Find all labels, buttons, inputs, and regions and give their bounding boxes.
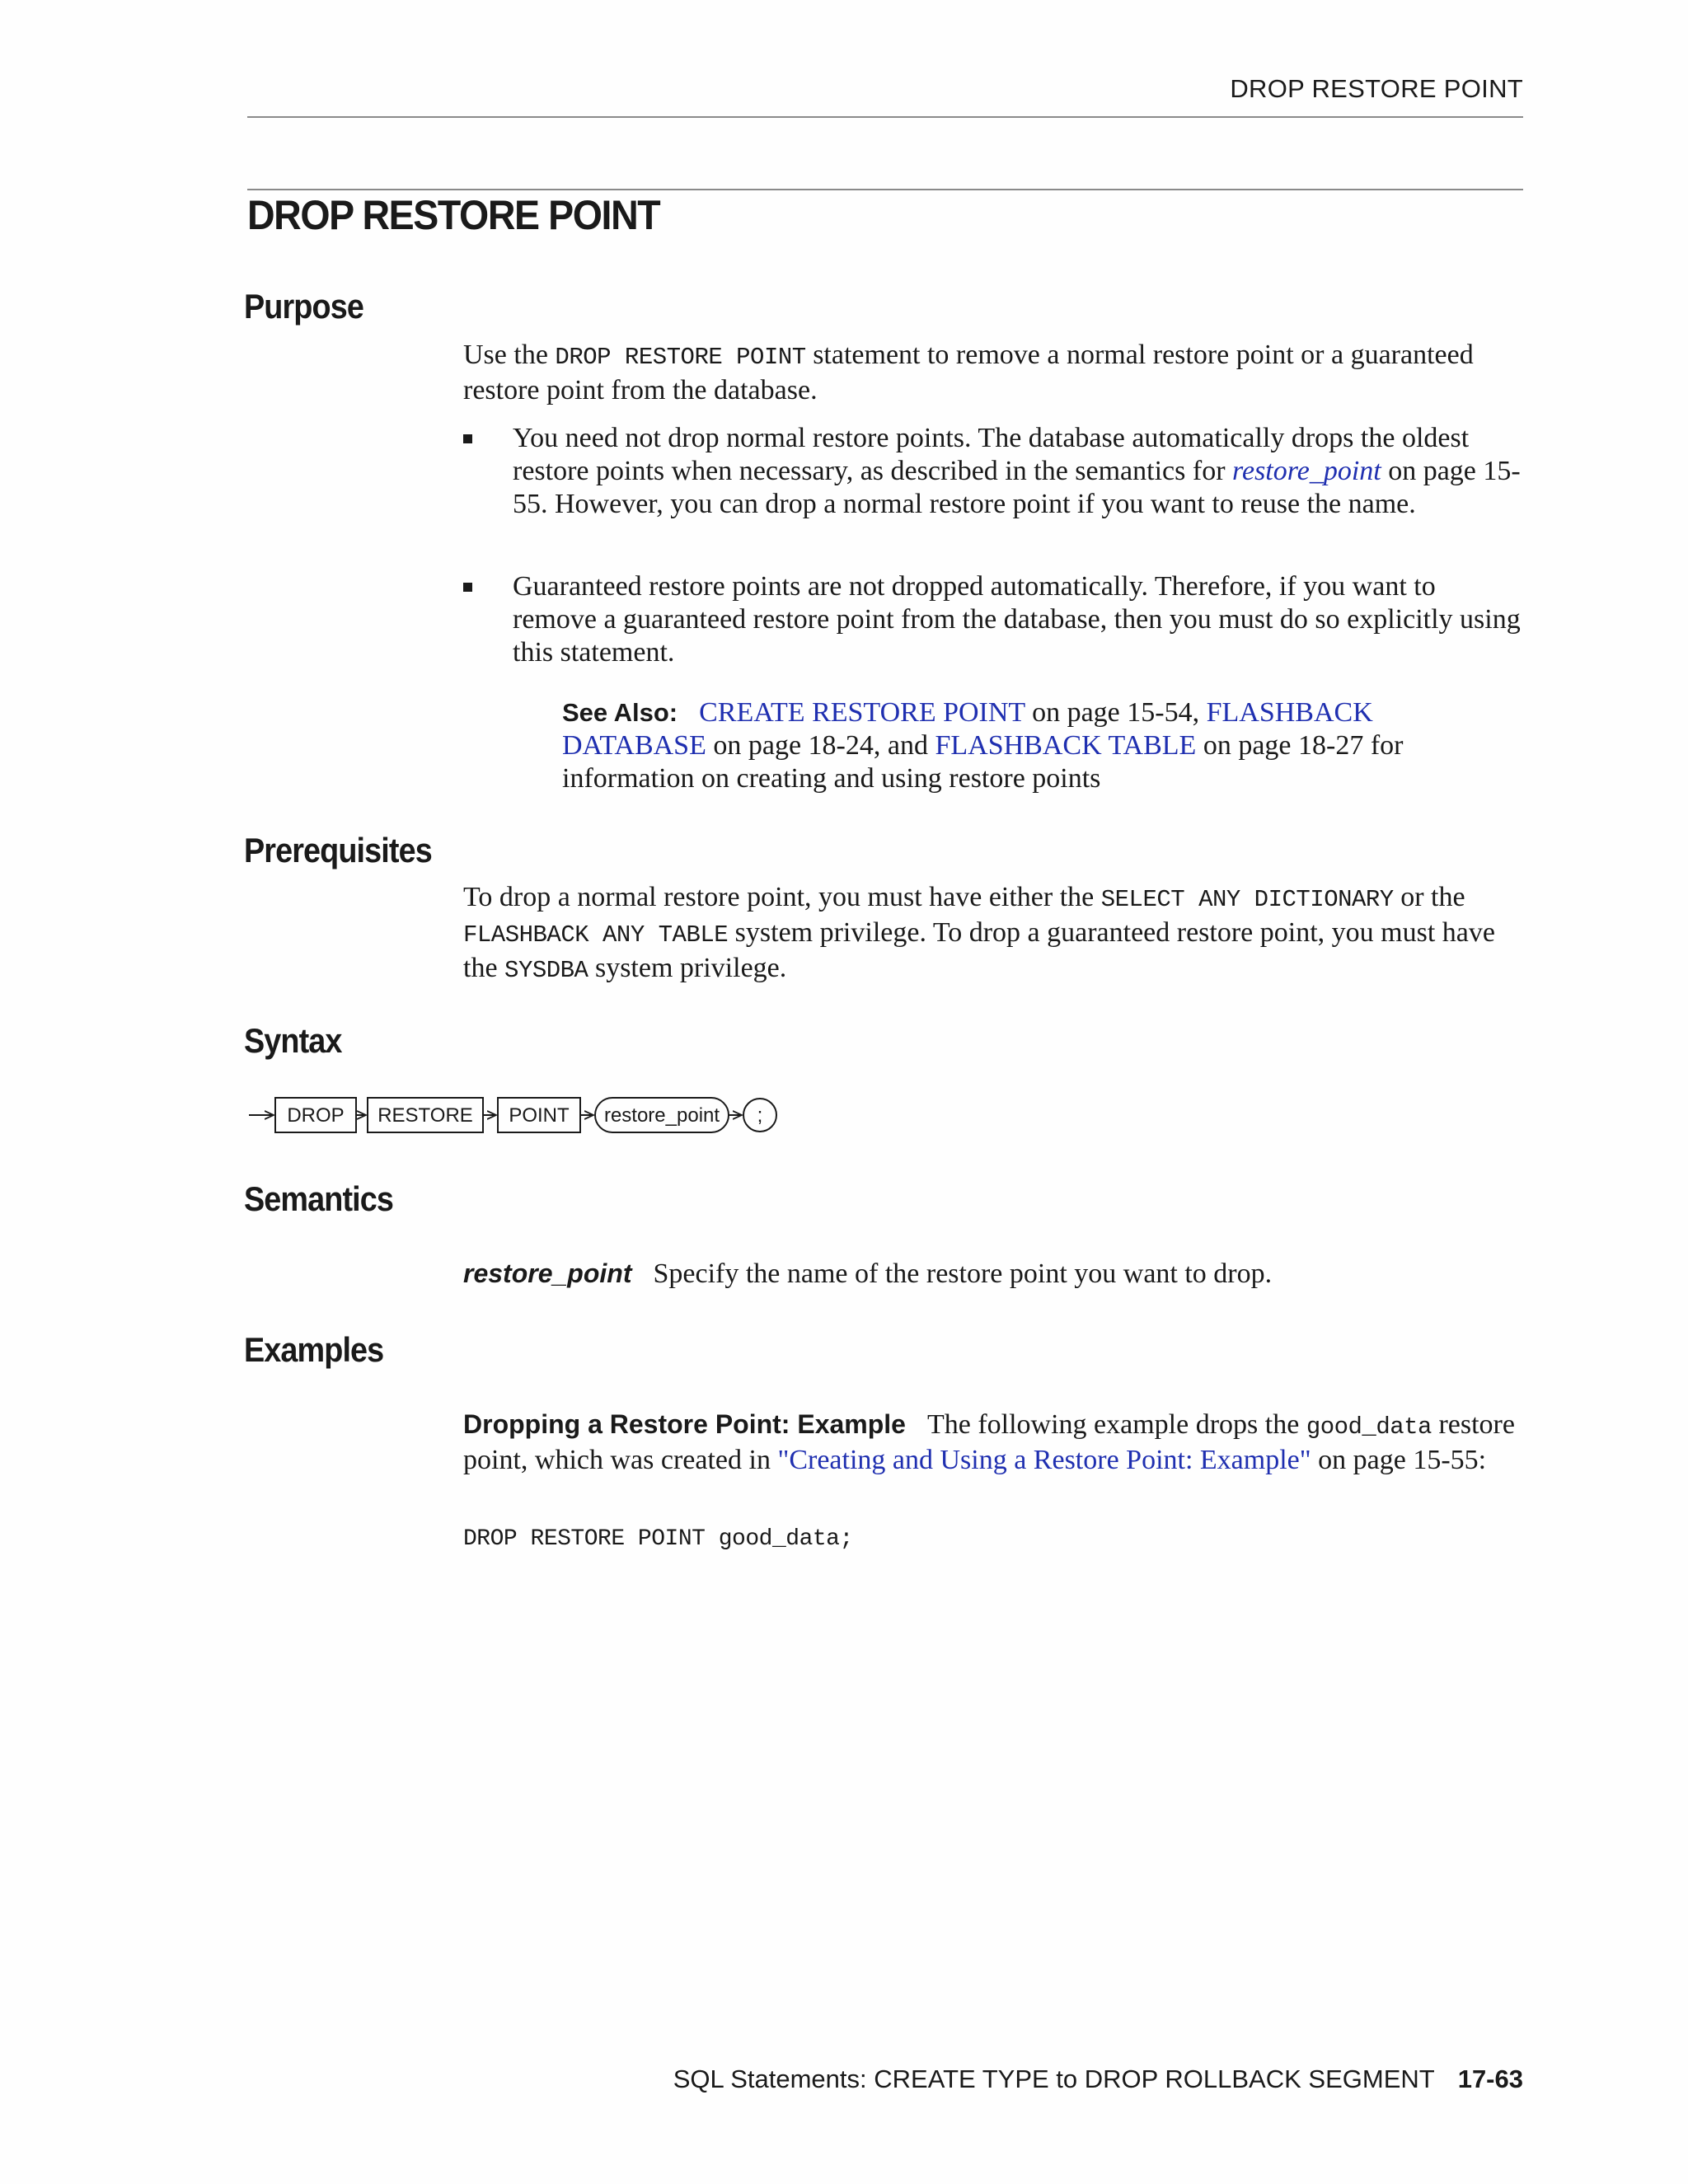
prereq-code: SELECT ANY DICTIONARY [1100,886,1394,913]
prereq-text: or the [1393,882,1465,912]
prerequisites-text [463,881,1526,987]
semantics-entry [463,1257,1526,1291]
prereq-text: system privilege. [588,953,787,983]
prerequisites-heading: Prerequisites [244,831,432,869]
bullet-text [513,422,1526,521]
bullet-square-icon [463,434,472,443]
example-text: on page 15-55: [1311,1445,1487,1475]
examples-heading: Examples [244,1330,384,1369]
restore-keyword: RESTORE [377,1104,473,1127]
title-divider [247,189,1523,190]
example-inline-code: good_data [1306,1413,1432,1441]
see-also-label: See Also: [562,698,678,727]
syntax-diagram [244,1086,788,1156]
flashback-database-link[interactable]: FLASHBACK DATABASE [562,697,1373,761]
bullet1-text-2: on page 15-55. However, you can drop a normal restore point if you want to reuse the name. [513,456,1521,519]
prereq-code: SYSDBA [504,957,588,984]
restore-point-link[interactable]: restore_point [1232,456,1381,486]
semantics-description: Specify the name of the restore point you want to drop. [653,1258,1273,1289]
creating-restore-point-example-link[interactable]: "Creating and Using a Restore Point: Example" [777,1445,1311,1475]
prereq-code: FLASHBACK ANY TABLE [463,921,729,949]
semantics-heading: Semantics [244,1179,393,1218]
header-divider [247,116,1523,118]
terminator-symbol: ; [757,1104,763,1127]
example-text: restore point, which was created in [463,1409,1515,1475]
example-text: The following example drops the [926,1409,1306,1440]
page-title: DROP RESTORE POINT [247,192,660,238]
purpose-intro-code: DROP RESTORE POINT [555,344,806,371]
see-also-text: on page 18-24, and [706,730,935,761]
see-also-note [562,696,1493,795]
create-restore-point-link[interactable]: CREATE RESTORE POINT [699,697,1025,728]
purpose-heading: Purpose [244,287,363,326]
purpose-intro [463,339,1526,407]
see-also-text: on page 18-27 for information on creating and using restore points [562,730,1404,794]
bullet2-text: Guaranteed restore points are not dropped automatically. Therefore, if you want to remove a guaranteed restore point from the database, then you must do so explicitly using this statement. [513,571,1521,668]
prereq-text: system privilege. To drop a guaranteed restore point, you must have the [463,917,1495,983]
footer-text: SQL Statements: CREATE TYPE to DROP ROLLBACK SEGMENT [673,2064,1435,2093]
running-head: DROP RESTORE POINT [1230,74,1523,103]
syntax-railroad-diagram [244,1086,788,1152]
restore-point-param: restore_point [603,1104,720,1127]
bullet-item [463,422,1526,521]
page-footer [577,2064,1523,2094]
example-paragraph [463,1408,1526,1477]
drop-keyword: DROP [287,1104,345,1127]
purpose-intro-text: Use the [463,340,556,370]
page-number: 17-63 [1457,2064,1523,2093]
prereq-text: To drop a normal restore point, you must have either the [463,882,1101,912]
see-also-text: on page 15-54, [1025,697,1207,728]
purpose-intro-text-2: statement to remove a normal restore point or a guaranteed restore point from the database. [463,340,1474,405]
point-keyword: POINT [509,1104,570,1127]
bullet1-text: You need not drop normal restore points. The database automatically drops the oldest restore points when necessary, as described in the semantics for [513,423,1470,486]
example-label: Dropping a Restore Point: Example [463,1409,906,1439]
bullet-item [463,570,1526,669]
bullet-square-icon [463,583,472,592]
syntax-heading: Syntax [244,1021,342,1060]
semantics-term: restore_point [463,1258,632,1288]
flashback-table-link[interactable]: FLASHBACK TABLE [935,730,1197,761]
code-example: DROP RESTORE POINT good_data; [463,1526,853,1552]
